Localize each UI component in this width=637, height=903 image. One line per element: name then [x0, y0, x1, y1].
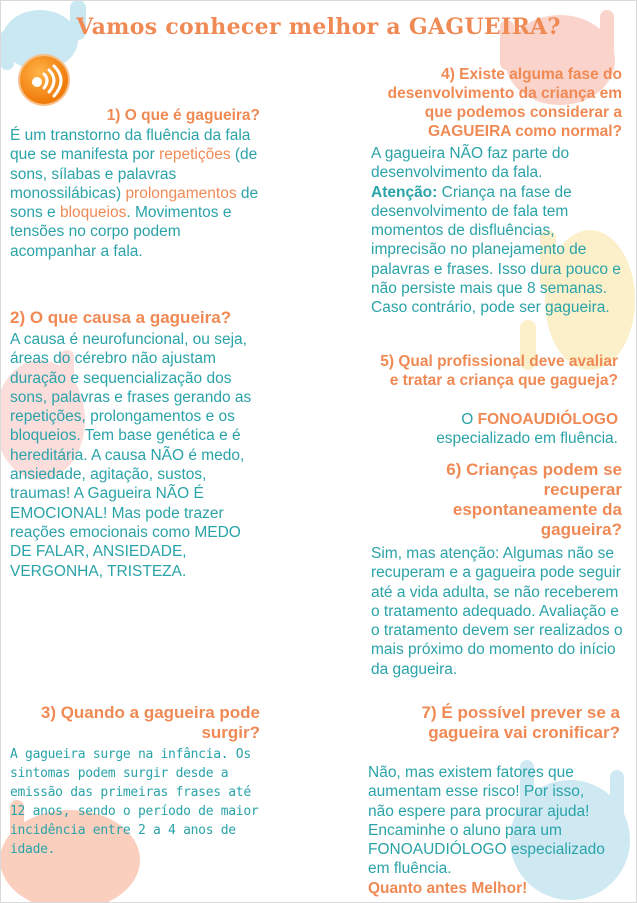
answer-2: A causa é neurofuncional, ou seja, áreas do cérebro não ajustam duração e sequencialização dos sons, palavras e frases gerando as repetições, prolongamentos e os bloqueios. Tem base genética e é hereditária. A causa NÃO é medo, ansiedade, agitação, sustos, traumas! A Gagueira NÃO É EMOCIONAL! Mas pode trazer reações emocionais como MEDO DE FALAR, ANSIEDADE, VERGONHA, TRISTEZA.	[10, 331, 252, 580]
question-1: 1) O que é gagueira?	[106, 107, 260, 124]
question-2: 2) O que causa a gagueira?	[10, 308, 232, 327]
question-4: 4) Existe alguma fase do desenvolvimento da criança em que podemos considerar a GAGUEIRA como normal?	[387, 66, 622, 140]
question-3: 3) Quando a gagueira pode surgir?	[40, 703, 260, 742]
closing-phrase: Quanto antes Melhor!	[368, 879, 528, 897]
answer-1: É um transtorno da fluência da fala que se manifesta por repetições (de sons, sílabas e palavras monossilábicas) prolongamentos de sons e bloqueios. Movimentos e tensões no corpo podem acompanhar a fala.	[10, 127, 259, 260]
answer-3: A gagueira surge na infância. Os sintomas podem surgir desde a emissão das primeiras frases até 12 anos, sendo o período de maior incidência entre 2 a 4 anos de idade.	[10, 747, 259, 857]
answer-7: Não, mas existem fatores que aumentam esse risco! Por isso, não espere para procurar ajuda! Encaminhe o aluno para um FONOAUDIÓLOGO especializado em fluência. Quanto antes Melhor!	[368, 764, 605, 897]
answer-4: A gagueira NÃO faz parte do desenvolvimento da fala. Atenção: Criança na fase de desenvolvimento de fala tem momentos de disfluências, imprecisão no planejamento de palavras e frases. Isso dura pouco e não persiste mais que 8 semanas. Caso contrário, pode ser gagueira.	[371, 145, 621, 317]
page-title: Vamos conhecer melhor a GAGUEIRA?	[76, 14, 561, 40]
answer-6: Sim, mas atenção: Algumas não se recuperam e a gagueira pode seguir até a vida adulta, se não receberem o tratamento adequado. Avaliação e o tratamento devem ser realizados o mais próximo do momento do início da gagueira.	[371, 545, 623, 678]
answer-5: O FONOAUDIÓLOGO especializado em fluência.	[436, 411, 618, 448]
question-5: 5) Qual profissional deve avaliar e tratar a criança que gagueja?	[380, 353, 618, 389]
question-7: 7) É possível prever se a gagueira vai cronificar?	[421, 703, 620, 742]
speech-logo-icon	[20, 56, 68, 104]
question-6: 6) Crianças podem se recuperar espontaneamente da gagueira?	[446, 460, 622, 539]
